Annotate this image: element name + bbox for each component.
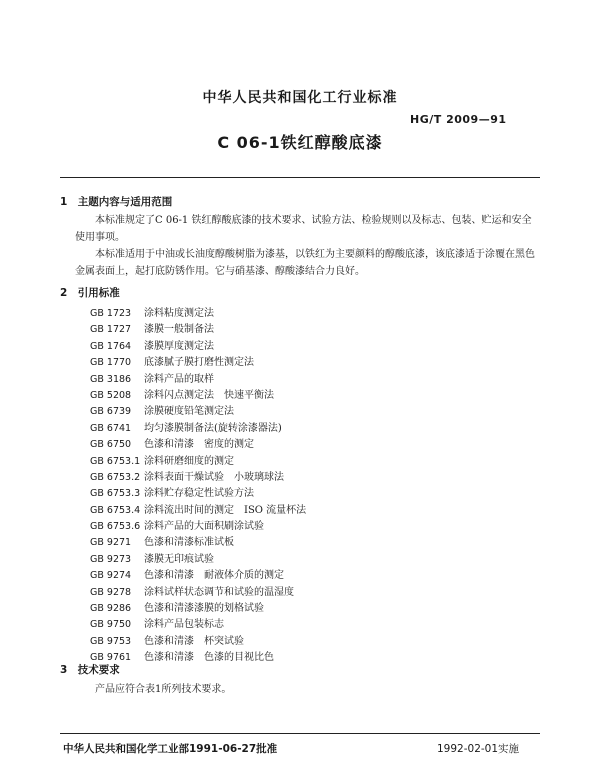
implementation-date: 1992-02-01实施 [437,743,520,755]
reference-title: 涂料闪点测定法 快速平衡法 [144,389,274,401]
reference-item [90,388,306,404]
reference-item [90,617,306,633]
reference-title: 涂料流出时间的测定 ISO 流量杯法 [144,504,307,516]
reference-title: 涂膜硬度铅笔测定法 [144,406,234,418]
header-divider [60,177,540,178]
standard-code: HG/T 2009—91 [410,113,507,126]
reference-code: GB 1764 [90,340,132,352]
reference-code: GB 9273 [90,553,132,565]
reference-item [90,306,306,322]
reference-code: GB 6753.3 [90,488,141,500]
reference-title: 色漆和清漆 密度的测定 [144,439,254,451]
reference-code: GB 6753.2 [90,471,141,483]
reference-title: 涂料粘度测定法 [144,308,214,319]
reference-item [90,437,306,453]
reference-item [90,503,306,519]
reference-title: 底漆腻子膜打磨性测定法 [144,357,254,369]
reference-code: GB 9753 [90,635,132,647]
reference-code: GB 9761 [90,652,132,664]
reference-title: 涂料产品包装标志 [144,619,224,631]
reference-item [90,601,306,617]
reference-title: 涂料研磨细度的测定 [144,455,234,467]
reference-item [90,372,306,388]
reference-title: 色漆和清漆 杯突试验 [144,635,244,647]
reference-code: GB 1723 [90,308,132,319]
reference-code: GB 9750 [90,619,132,631]
reference-code: GB 6753.4 [90,504,141,516]
reference-item [90,568,306,584]
reference-code: GB 6753.1 [90,455,141,467]
reference-title: 色漆和清漆标准试板 [144,537,234,549]
reference-code: GB 1727 [90,324,132,336]
reference-title: 涂料表面干燥试验 小玻璃球法 [144,471,284,483]
section-1-paragraph-1: 本标准规定了C 06-1 铁红醇酸底漆的技术要求、试验方法、检验规则以及标志、包装、贮运和安全使用事项。 [75,215,532,243]
reference-item [90,650,306,666]
reference-title: 漆膜无印痕试验 [144,553,214,565]
section-3-heading: 3 技术要求 [60,664,120,676]
reference-title: 色漆和清漆 耐液体介质的测定 [144,570,284,582]
reference-item [90,535,306,551]
reference-title: 漆膜一般制备法 [144,324,214,336]
reference-item [90,322,306,338]
reference-title: 涂料贮存稳定性试验方法 [144,488,254,500]
reference-title: 色漆和清漆 色漆的目视比色 [144,652,274,664]
reference-item [90,421,306,437]
reference-item [90,585,306,601]
reference-code: GB 6741 [90,422,132,434]
reference-item [90,404,306,420]
reference-item [90,519,306,535]
reference-code: GB 1770 [90,357,132,369]
reference-code: GB 3186 [90,373,132,385]
reference-title: 色漆和清漆漆膜的划格试验 [144,603,264,615]
reference-title: 漆膜厚度测定法 [144,340,214,352]
reference-code: GB 9278 [90,586,132,598]
issuer-title: 中华人民共和国化工行业标准 [202,90,398,106]
reference-title: 涂料产品的取样 [144,373,214,385]
approval-line: 中华人民共和国化学工业部1991-06-27批准 [63,743,278,755]
reference-item [90,355,306,371]
reference-title: 均匀漆膜制备法(旋转涂漆器法) [144,422,282,434]
section-1-heading: 1 主题内容与适用范围 [60,196,173,208]
reference-title: 涂料试样状态调节和试验的温湿度 [144,586,294,598]
document-title: C 06-1铁红醇酸底漆 [217,133,383,152]
reference-code: GB 6753.6 [90,521,141,533]
reference-code: GB 9286 [90,603,132,615]
reference-title: 涂料产品的大面积刷涂试验 [144,521,264,533]
reference-item [90,339,306,355]
section-1-paragraph-2: 本标准适用于中油或长油度醇酸树脂为漆基，以铁红为主要颜料的醇酸底漆，该底漆适于涂覆在黑色金属表面上，起打底防锈作用。它与硝基漆、醇酸漆结合力良好。 [75,249,535,277]
reference-item [90,486,306,502]
section-2-heading: 2 引用标准 [60,287,120,299]
reference-item [90,470,306,486]
reference-item [90,634,306,650]
reference-code: GB 9274 [90,570,132,582]
reference-code: GB 6750 [90,439,132,451]
footer-divider [60,733,540,734]
reference-code: GB 9271 [90,537,132,549]
reference-item [90,454,306,470]
section-3-paragraph: 产品应符合表1所列技术要求。 [95,684,232,695]
reference-code: GB 5208 [90,389,132,401]
reference-list [90,306,306,667]
reference-code: GB 6739 [90,406,132,418]
reference-item [90,552,306,568]
